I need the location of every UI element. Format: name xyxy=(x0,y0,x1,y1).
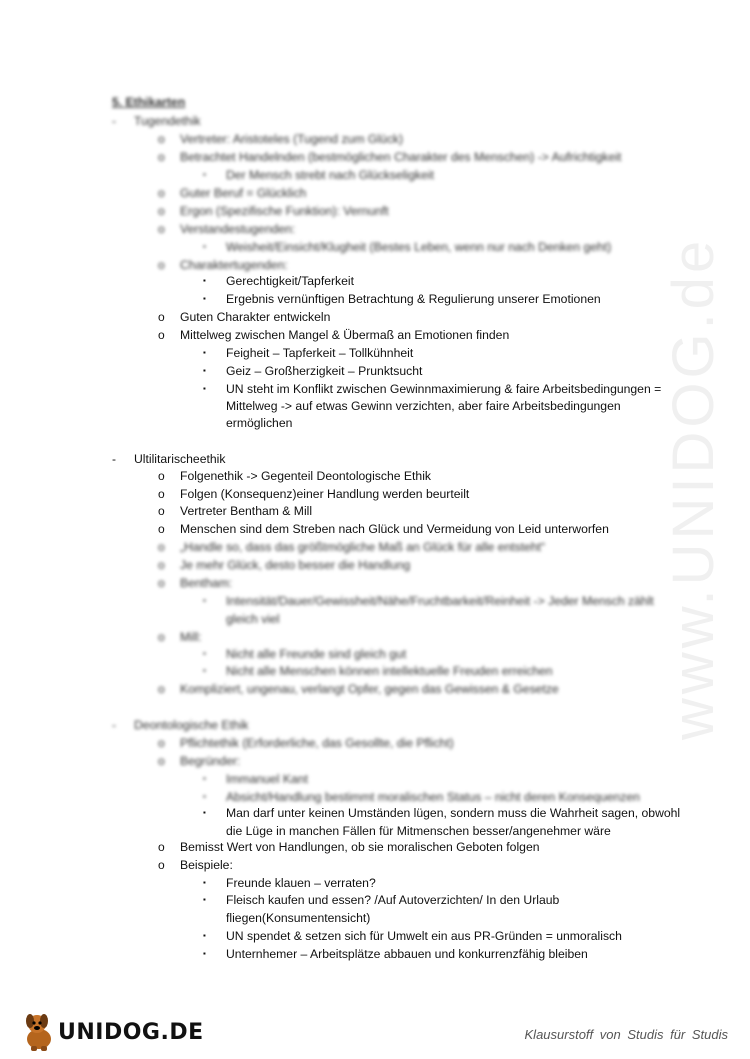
dash-bullet: - xyxy=(112,452,116,466)
circle-bullet: o xyxy=(158,630,165,644)
document-line: Begründer: xyxy=(180,754,241,768)
document-line: Guter Beruf = Glücklich xyxy=(180,186,307,200)
circle-bullet: o xyxy=(158,487,165,501)
document-line: UN spendet & setzen sich für Umwelt ein aus PR-Gründen = unmoralisch xyxy=(226,929,622,943)
square-bullet: ▪ xyxy=(203,666,206,675)
document-line: Nicht alle Menschen können intellektuelle Freuden erreichen xyxy=(226,664,553,678)
square-bullet: ▪ xyxy=(203,348,206,357)
document-line: ermöglichen xyxy=(226,416,293,430)
unidog-logo xyxy=(22,1012,204,1052)
circle-bullet: o xyxy=(158,558,165,572)
document-line: fliegen(Konsumentensicht) xyxy=(226,911,371,925)
document-line: Freunde klauen – verraten? xyxy=(226,876,376,890)
square-bullet: ▪ xyxy=(203,276,206,285)
footer-tagline: Klausurstoff von Studis für Studis xyxy=(524,1027,728,1042)
document-line: Mittelweg -> auf etwas Gewinn verzichten, aber faire Arbeitsbedingungen xyxy=(226,399,621,413)
circle-bullet: o xyxy=(158,328,165,342)
document-line: Geiz – Großherzigkeit – Prunktsucht xyxy=(226,364,423,378)
circle-bullet: o xyxy=(158,504,165,518)
document-line: Ergebnis vernünftigen Betrachtung & Regulierung unserer Emotionen xyxy=(226,292,601,306)
square-bullet: ▪ xyxy=(203,242,206,251)
document-line: Gerechtigkeit/Tapferkeit xyxy=(226,274,355,288)
circle-bullet: o xyxy=(158,840,165,854)
document-line: Vertreter: Aristoteles (Tugend zum Glück) xyxy=(180,132,404,146)
circle-bullet: o xyxy=(158,754,165,768)
square-bullet: ▪ xyxy=(203,931,206,940)
document-line: Tugendethik xyxy=(134,114,201,128)
document-line: „Handle so, dass das größtmögliche Maß an Glück für alle entsteht“ xyxy=(180,540,546,554)
document-line: Deontologische Ethik xyxy=(134,718,249,732)
document-line: Unternhemer – Arbeitsplätze abbauen und konkurrenzfähig bleiben xyxy=(226,947,588,961)
logo-text: UNIDOG.DE xyxy=(58,1019,204,1045)
circle-bullet: o xyxy=(158,469,165,483)
document-line: Ergon (Spezifische Funktion): Vernunft xyxy=(180,204,389,218)
document-line: Immanuel Kant xyxy=(226,772,308,786)
document-line: Betrachtet Handelnden (bestmöglichen Charakter des Menschen) -> Aufrichtigkeit xyxy=(180,150,622,164)
document-line: Pflichtethik (Erforderliche, das Gesollte, die Pflicht) xyxy=(180,736,454,750)
document-line: Je mehr Glück, desto besser die Handlung xyxy=(180,558,411,572)
circle-bullet: o xyxy=(158,204,165,218)
document-line: gleich viel xyxy=(226,612,280,626)
document-line: Intensität/Dauer/Gewissheit/Nähe/Fruchtbarkeit/Reinheit -> Jeder Mensch zählt xyxy=(226,594,654,608)
circle-bullet: o xyxy=(158,222,165,236)
circle-bullet: o xyxy=(158,258,165,272)
square-bullet: ▪ xyxy=(203,384,206,393)
document-line: Feigheit – Tapferkeit – Tollkühnheit xyxy=(226,346,414,360)
document-line: Nicht alle Freunde sind gleich gut xyxy=(226,647,407,661)
document-line: Bentham: xyxy=(180,576,233,590)
document-line: Kompliziert, ungenau, verlangt Opfer, gegen das Gewissen & Gesetze xyxy=(180,682,559,696)
document-line: Bemisst Wert von Handlungen, ob sie moralischen Geboten folgen xyxy=(180,840,540,854)
dash-bullet: - xyxy=(112,718,116,732)
document-line: Beispiele: xyxy=(180,858,233,872)
circle-bullet: o xyxy=(158,540,165,554)
circle-bullet: o xyxy=(158,522,165,536)
document-line: Der Mensch strebt nach Glückseligkeit xyxy=(226,168,434,182)
section-heading: 5. Ethikarten xyxy=(112,95,186,109)
square-bullet: ▪ xyxy=(203,808,206,817)
document-line: Mittelweg zwischen Mangel & Übermaß an Emotionen finden xyxy=(180,328,510,342)
square-bullet: ▪ xyxy=(203,366,206,375)
square-bullet: ▪ xyxy=(203,949,206,958)
dash-bullet: - xyxy=(112,114,116,128)
document-line: Charaktertugenden: xyxy=(180,258,288,272)
document-line: UN steht im Konflikt zwischen Gewinnmaximierung & faire Arbeitsbedingungen = xyxy=(226,382,662,396)
dog-mascot-icon xyxy=(22,1012,56,1052)
circle-bullet: o xyxy=(158,858,165,872)
document-line: Man darf unter keinen Umständen lügen, sondern muss die Wahrheit sagen, obwohl xyxy=(226,806,681,820)
document-line: Folgen (Konsequenz)einer Handlung werden beurteilt xyxy=(180,487,470,501)
circle-bullet: o xyxy=(158,132,165,146)
document-line: Verstandestugenden: xyxy=(180,222,296,236)
document-line: Folgenethik -> Gegenteil Deontologische Ethik xyxy=(180,469,432,483)
document-line: Absicht/Handlung bestimmt moralischen Status – nicht deren Konsequenzen xyxy=(226,790,640,804)
square-bullet: ▪ xyxy=(203,649,206,658)
document-line: Mill: xyxy=(180,630,202,644)
circle-bullet: o xyxy=(158,736,165,750)
document-line: Ultilitarischeethik xyxy=(134,452,226,466)
square-bullet: ▪ xyxy=(203,792,206,801)
square-bullet: ▪ xyxy=(203,294,206,303)
circle-bullet: o xyxy=(158,682,165,696)
square-bullet: ▪ xyxy=(203,878,206,887)
circle-bullet: o xyxy=(158,186,165,200)
square-bullet: ▪ xyxy=(203,895,206,904)
circle-bullet: o xyxy=(158,150,165,164)
square-bullet: ▪ xyxy=(203,774,206,783)
document-line: Menschen sind dem Streben nach Glück und Vermeidung von Leid unterworfen xyxy=(180,522,609,536)
document-line: Weisheit/Einsicht/Klugheit (Bestes Leben, wenn nur nach Denken geht) xyxy=(226,240,612,254)
square-bullet: ▪ xyxy=(203,596,206,605)
square-bullet: ▪ xyxy=(203,170,206,179)
site-watermark: www.UNIDOG.de xyxy=(661,236,726,740)
circle-bullet: o xyxy=(158,576,165,590)
document-line: die Lüge in manchen Fällen für Mitmenschen besser/angenehmer wäre xyxy=(226,824,611,838)
document-line: Guten Charakter entwickeln xyxy=(180,310,331,324)
circle-bullet: o xyxy=(158,310,165,324)
document-line: Fleisch kaufen und essen? /Auf Autoverzichten/ In den Urlaub xyxy=(226,893,560,907)
document-line: Vertreter Bentham & Mill xyxy=(180,504,313,518)
